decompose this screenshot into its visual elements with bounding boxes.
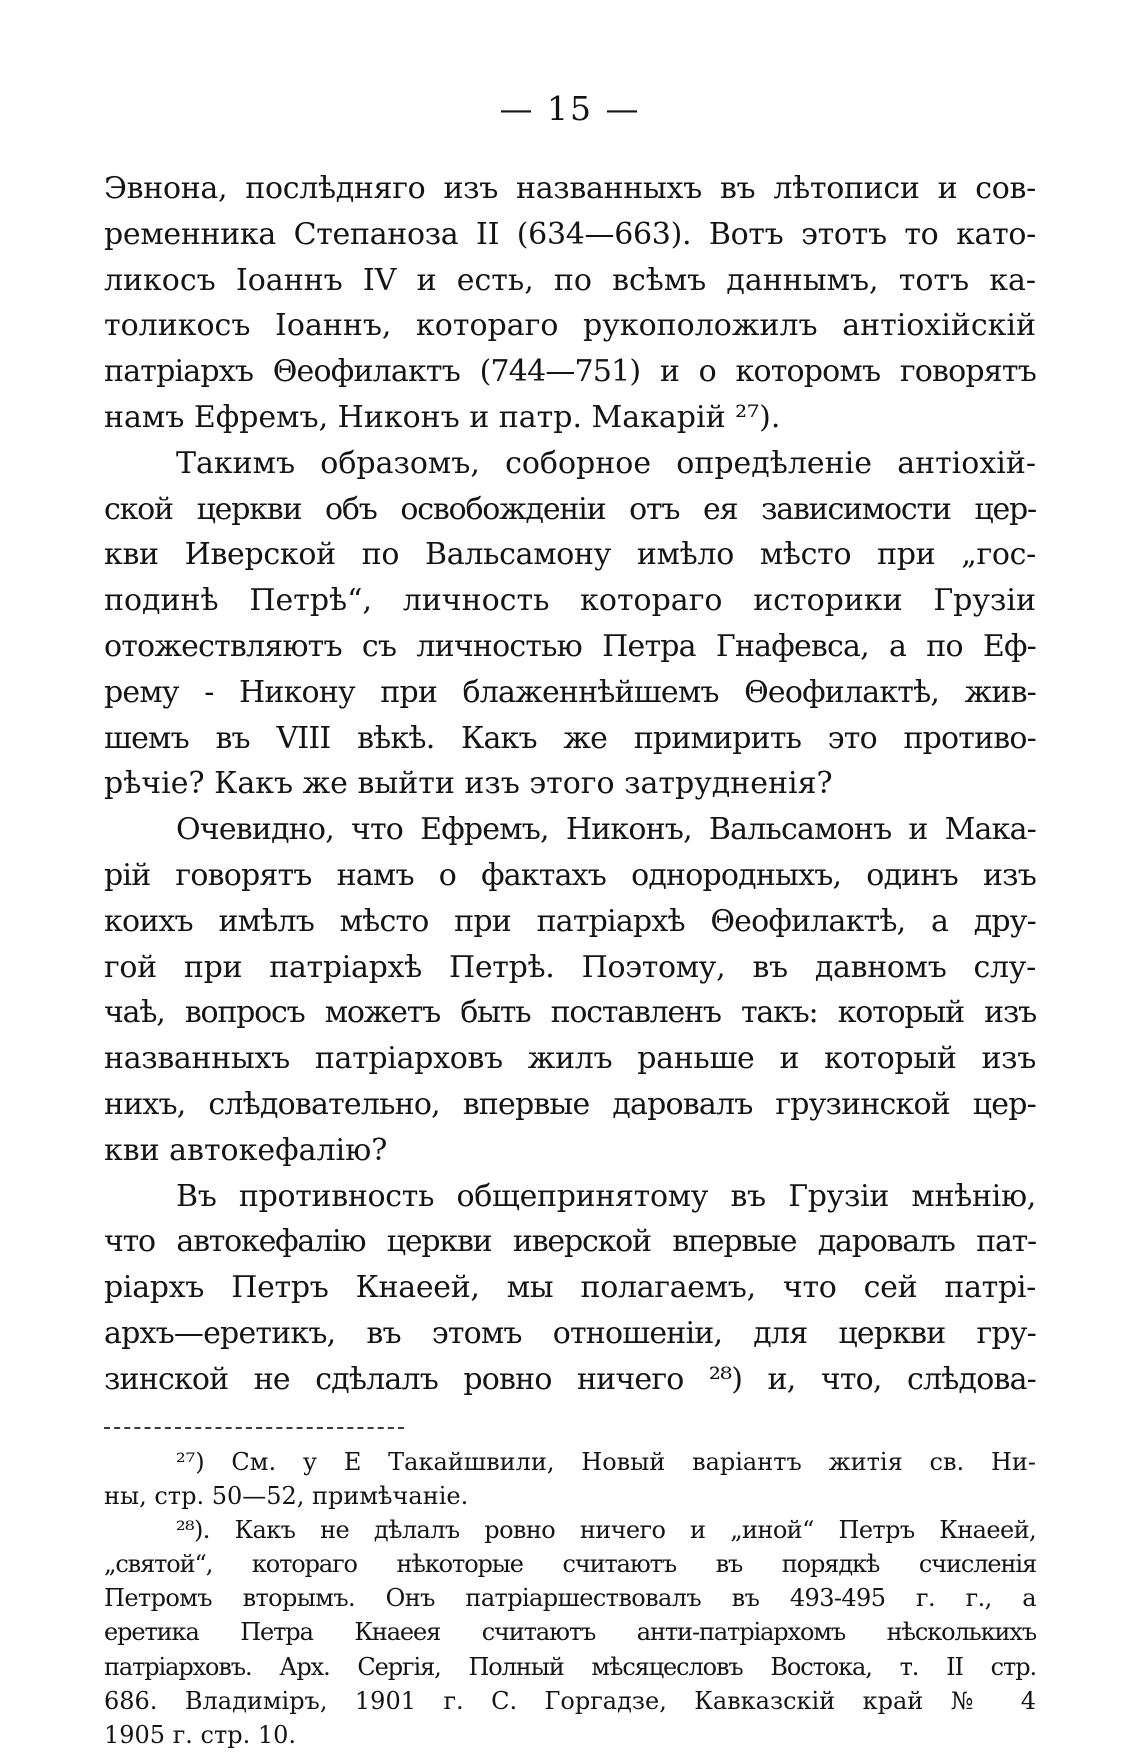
footnote-line: ²⁷) См. у Е Такайшвили, Новый варіантъ житія св. Ни- (176, 1447, 1036, 1476)
text-line: ликосъ Іоаннъ IV и есть, по всѣмъ даннымъ, тотъ ка- (104, 262, 1036, 298)
text-line: рѣчіе? Какъ же выйти изъ этого затрудненія? (104, 766, 833, 802)
page-number: — 15 — (499, 89, 641, 128)
text-line: нихъ, слѣдовательно, впервые даровалъ грузинской цер- (104, 1086, 1036, 1122)
text-line: намъ Ефремъ, Никонъ и патр. Макарій ²⁷). (104, 399, 781, 435)
text-line: ріархъ Петръ Кнаеей, мы полагаемъ, что сей патрі- (104, 1270, 1036, 1306)
text-line: что автокефалію церкви иверской впервые даровалъ пат- (104, 1224, 1036, 1260)
footnote-line: еретика Петра Кнаеея считаютъ анти-патріархомъ нѣсколькихъ (104, 1618, 1036, 1647)
text-line: чаѣ, вопросъ можетъ быть поставленъ такъ: который изъ (104, 995, 1036, 1031)
text-line: ременника Степаноза II (634—663). Вотъ этотъ то като- (104, 216, 1036, 252)
text-line: Такимъ образомъ, соборное опредѣленіе антіохій- (176, 445, 1036, 481)
text-line: коихъ имѣлъ мѣсто при патріархѣ Θеофилактѣ, а дру- (104, 903, 1036, 939)
text-line: кви Иверской по Вальсамону имѣло мѣсто при „гос- (104, 537, 1036, 573)
footnotes (104, 1445, 1036, 1752)
text-line: названныхъ патріарховъ жилъ раньше и который изъ (104, 1041, 1036, 1077)
text-line: Очевидно, что Ефремъ, Никонъ, Вальсамонъ и Мака- (176, 812, 1036, 848)
main-text (104, 166, 1036, 1403)
text-line: рему - Никону при блаженнѣйшемъ Θеофилактѣ, жив- (104, 674, 1036, 710)
text-line: подинѣ Петрѣ“, личность котораго историки Грузіи (104, 583, 1036, 619)
footnote-line: Петромъ вторымъ. Онъ патріаршествовалъ въ 493-495 г. г., а (104, 1584, 1036, 1613)
footnote-line: 686. Владиміръ, 1901 г. С. Горгадзе, Кавказскій край № 4 (104, 1686, 1036, 1715)
text-line: кви автокефалію? (104, 1132, 388, 1168)
text-line: отожествляютъ съ личностью Петра Гнафевса, а по Еф- (104, 628, 1036, 664)
footnote-line: ны, стр. 50—52, примѣчаніе. (104, 1481, 469, 1510)
text-line: гой при патріархѣ Петрѣ. Поэтому, въ давномъ слу- (104, 949, 1036, 985)
text-line: ской церкви объ освобожденіи отъ ея зависимости цер- (104, 491, 1036, 527)
footnote-line: 1905 г. стр. 10. (104, 1721, 297, 1750)
text-line: зинской не сдѣлалъ ровно ничего ²⁸) и, что, слѣдова- (104, 1361, 1036, 1397)
text-line: рій говорятъ намъ о фактахъ однородныхъ, одинъ изъ (104, 857, 1036, 893)
text-line: архъ—еретикъ, въ этомъ отношеніи, для церкви гру- (104, 1315, 1036, 1351)
text-line: толикосъ Іоаннъ, котораго рукоположилъ антіохійскій (104, 308, 1036, 344)
footnote-line: патріарховъ. Арх. Сергія, Полный мѣсяцесловъ Востока, т. II стр. (104, 1652, 1036, 1681)
footnote-line: „святой“, котораго нѣкоторые считаютъ въ порядкѣ счисленія (104, 1550, 1036, 1579)
text-line: патріархъ Θеофилактъ (744—751) и о которомъ говорятъ (104, 354, 1036, 390)
text-line: Эвнона, послѣдняго изъ названныхъ въ лѣтописи и сов- (104, 171, 1036, 206)
footnote-line: ²⁸). Какъ не дѣлалъ ровно ничего и „иной“ Петръ Кнаеей, (176, 1515, 1036, 1544)
text-line: шемъ въ VIII вѣкѣ. Какъ же примирить это противо- (104, 720, 1036, 756)
footnote-divider (104, 1427, 404, 1429)
text-line: Въ противность общепринятому въ Грузіи мнѣнію, (176, 1178, 1036, 1214)
